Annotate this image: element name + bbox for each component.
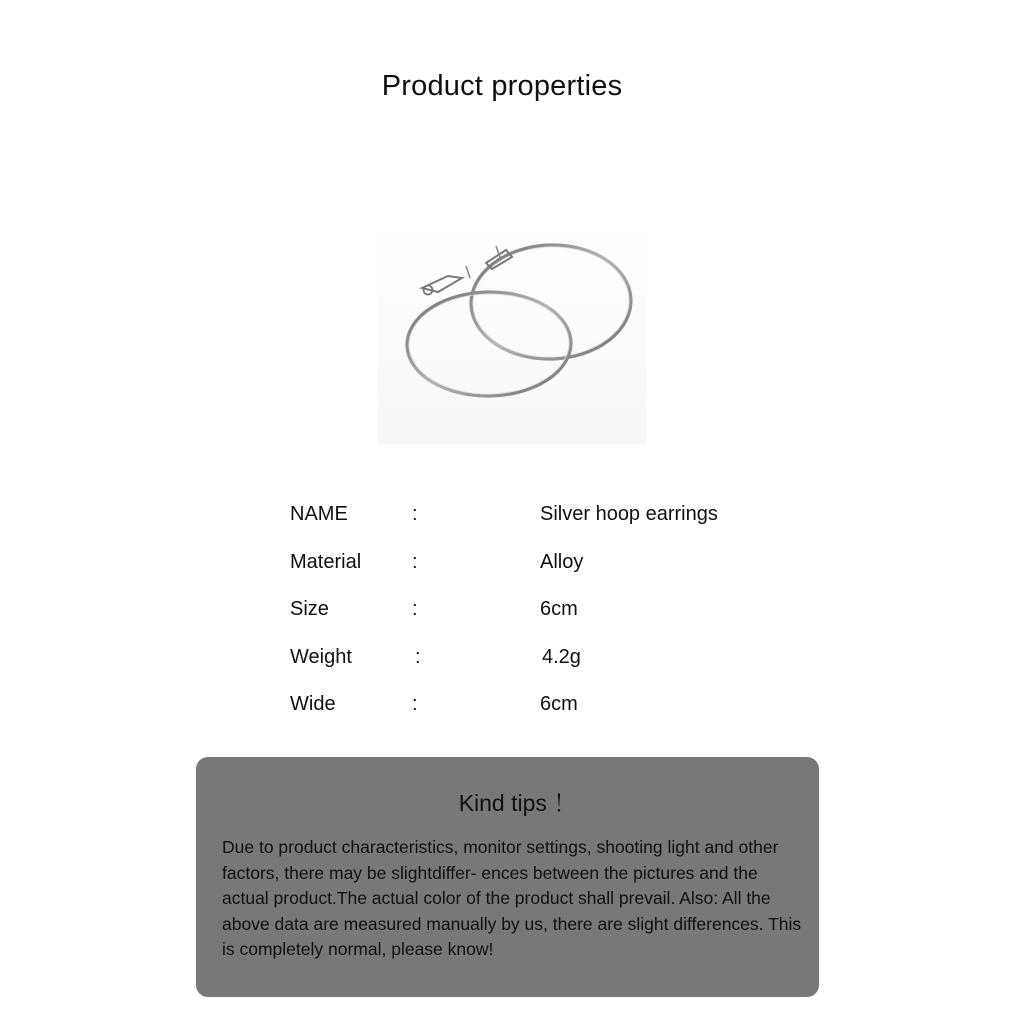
property-label: Wide <box>290 693 336 715</box>
property-value: 6cm <box>540 598 578 620</box>
property-separator: : <box>412 503 418 525</box>
property-separator: : <box>415 645 421 668</box>
property-row-wide <box>290 686 810 734</box>
property-row-weight <box>290 639 810 687</box>
property-label: Weight <box>290 645 352 668</box>
page-title: Product properties <box>381 70 623 102</box>
back-hoop <box>469 242 633 362</box>
clasp-front <box>422 276 462 292</box>
property-row-size <box>290 591 810 639</box>
property-separator: : <box>412 598 418 620</box>
property-separator: : <box>412 550 418 573</box>
properties-table <box>290 496 810 734</box>
property-label: Size <box>290 598 329 620</box>
property-label: NAME <box>290 503 348 525</box>
front-hoop <box>406 291 572 398</box>
property-value: Silver hoop earrings <box>540 503 718 525</box>
kind-tips-title: Kind tips ！ <box>458 790 577 816</box>
kind-tips-body: Due to product characteristics, monitor settings, shooting light and other factors, there may be slightdiffer- ences between the pictures and the actual product.The actual color of the product shall prevail. Also: All the above data are measured manually by us, there are slight differences. This is completely normal, please know! <box>222 837 802 959</box>
kind-tips-card <box>196 757 819 997</box>
property-label: Material <box>290 550 362 573</box>
property-value: 6cm <box>540 693 578 715</box>
property-value: Alloy <box>540 550 584 573</box>
property-separator: : <box>412 693 418 715</box>
property-row-material <box>290 544 810 592</box>
property-row-name <box>290 496 810 544</box>
product-image <box>378 222 646 444</box>
property-value: 4.2g <box>542 645 581 668</box>
